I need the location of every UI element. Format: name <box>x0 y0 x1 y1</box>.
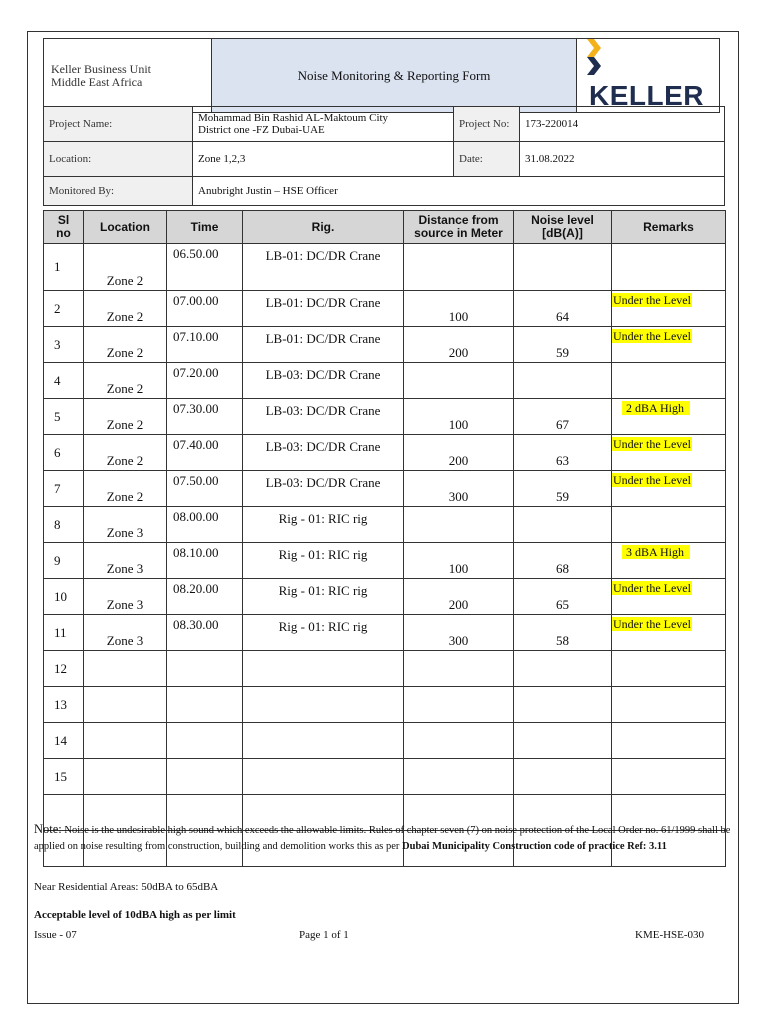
cell-sl-no: 6 <box>44 435 84 471</box>
cell-remarks <box>612 363 726 399</box>
monitored-by-label: Monitored By: <box>44 177 193 206</box>
cell-location: Zone 3 <box>84 507 167 543</box>
table-row <box>44 543 726 579</box>
cell-remarks <box>612 687 726 723</box>
cell-noise-level <box>514 363 612 399</box>
table-row <box>44 363 726 399</box>
cell-remarks <box>612 579 726 615</box>
cell-distance: 100 <box>404 399 514 435</box>
cell-location: Zone 2 <box>84 399 167 435</box>
cell-distance <box>404 507 514 543</box>
keller-logo <box>577 39 720 113</box>
note-text: Noise is the undesirable high sound which exceeds the allowable limits. Rules of chapter seven (7) on noise protection of the Local Order no. 61/1999 shall be applied on noise resulting from construction, building and demolition works this as per <box>34 825 731 852</box>
cell-time: 07.30.00 <box>167 399 243 435</box>
cell-remarks <box>612 435 726 471</box>
cell-distance: 200 <box>404 435 514 471</box>
cell-time <box>167 759 243 795</box>
cell-location: Zone 2 <box>84 471 167 507</box>
logo-wordmark: KELLER <box>589 80 704 111</box>
cell-time <box>167 651 243 687</box>
cell-noise-level: 64 <box>514 291 612 327</box>
cell-remarks <box>612 759 726 795</box>
cell-noise-level: 67 <box>514 399 612 435</box>
remark-highlight: Under the Level <box>613 293 691 307</box>
cell-distance <box>404 723 514 759</box>
cell-time <box>167 687 243 723</box>
cell-sl-no: 10 <box>44 579 84 615</box>
table-row <box>44 615 726 651</box>
table-row <box>44 687 726 723</box>
cell-sl-no: 13 <box>44 687 84 723</box>
cell-noise-level <box>514 651 612 687</box>
remark-highlight: Under the Level <box>613 473 691 487</box>
location-value: Zone 1,2,3 <box>193 142 454 177</box>
remark-highlight: Under the Level <box>613 437 691 451</box>
cell-location: Zone 3 <box>84 579 167 615</box>
col-header-distance: Distance from source in Meter <box>404 211 514 244</box>
cell-distance <box>404 363 514 399</box>
cell-remarks <box>612 291 726 327</box>
table-row <box>44 435 726 471</box>
table-row <box>44 471 726 507</box>
cell-time: 06.50.00 <box>167 244 243 291</box>
form-page <box>27 31 739 1004</box>
cell-noise-level <box>514 687 612 723</box>
project-no-value: 173-220014 <box>520 107 725 142</box>
cell-rig: LB-03: DC/DR Crane <box>243 399 404 435</box>
unit-line-1: Keller Business Unit <box>51 61 151 76</box>
acceptable-level-note: Acceptable level of 10dBA high as per limit <box>34 909 236 921</box>
table-row <box>44 399 726 435</box>
cell-distance: 200 <box>404 579 514 615</box>
cell-remarks <box>612 507 726 543</box>
cell-remarks <box>612 543 726 579</box>
date-value: 31.08.2022 <box>520 142 725 177</box>
cell-distance <box>404 759 514 795</box>
cell-sl-no: 4 <box>44 363 84 399</box>
project-name-value <box>193 107 454 142</box>
cell-rig: LB-03: DC/DR Crane <box>243 435 404 471</box>
cell-remarks <box>612 244 726 291</box>
cell-sl-no: 15 <box>44 759 84 795</box>
cell-rig <box>243 651 404 687</box>
note-reference: Dubai Municipality Construction code of practice Ref: 3.11 <box>402 841 667 852</box>
cell-sl-no: 11 <box>44 615 84 651</box>
cell-noise-level: 65 <box>514 579 612 615</box>
project-no-label: Project No: <box>454 107 520 142</box>
cell-distance: 100 <box>404 543 514 579</box>
keller-chevron-logo-icon <box>585 39 603 80</box>
noise-data-table <box>43 210 726 867</box>
cell-noise-level: 59 <box>514 471 612 507</box>
cell-rig: LB-03: DC/DR Crane <box>243 363 404 399</box>
cell-rig: LB-01: DC/DR Crane <box>243 244 404 291</box>
cell-noise-level <box>514 759 612 795</box>
remark-highlight: 3 dBA High <box>622 545 690 559</box>
table-row <box>44 759 726 795</box>
cell-remarks <box>612 615 726 651</box>
cell-rig: Rig - 01: RIC rig <box>243 543 404 579</box>
cell-rig: LB-01: DC/DR Crane <box>243 291 404 327</box>
cell-rig: LB-01: DC/DR Crane <box>243 327 404 363</box>
cell-rig: Rig - 01: RIC rig <box>243 615 404 651</box>
cell-remarks <box>612 471 726 507</box>
cell-sl-no: 9 <box>44 543 84 579</box>
form-header <box>43 38 720 113</box>
note-paragraph <box>34 821 734 855</box>
cell-distance <box>404 651 514 687</box>
near-residential-note: Near Residential Areas: 50dBA to 65dBA <box>34 881 219 893</box>
cell-time: 07.20.00 <box>167 363 243 399</box>
project-name-label: Project Name: <box>44 107 193 142</box>
cell-time: 07.10.00 <box>167 327 243 363</box>
cell-sl-no: 5 <box>44 399 84 435</box>
cell-time: 08.30.00 <box>167 615 243 651</box>
project-name-line-1: Mohammad Bin Rashid AL-Maktoum City <box>198 112 389 124</box>
cell-location: Zone 3 <box>84 615 167 651</box>
footer-page-number: Page 1 of 1 <box>299 929 349 941</box>
cell-location: Zone 2 <box>84 435 167 471</box>
cell-noise-level: 63 <box>514 435 612 471</box>
col-header-sl-no: Sl no <box>44 211 84 244</box>
cell-time: 07.50.00 <box>167 471 243 507</box>
business-unit <box>44 39 212 113</box>
cell-noise-level: 68 <box>514 543 612 579</box>
cell-time <box>167 723 243 759</box>
table-row <box>44 723 726 759</box>
cell-location: Zone 2 <box>84 291 167 327</box>
cell-rig: Rig - 01: RIC rig <box>243 579 404 615</box>
col-header-time: Time <box>167 211 243 244</box>
cell-distance: 100 <box>404 291 514 327</box>
remark-highlight: 2 dBA High <box>622 401 690 415</box>
cell-rig: LB-03: DC/DR Crane <box>243 471 404 507</box>
cell-location <box>84 759 167 795</box>
col-header-rig: Rig. <box>243 211 404 244</box>
remark-highlight: Under the Level <box>613 617 691 631</box>
cell-location <box>84 651 167 687</box>
date-label: Date: <box>454 142 520 177</box>
cell-sl-no: 12 <box>44 651 84 687</box>
project-info-table <box>43 106 725 206</box>
cell-distance: 200 <box>404 327 514 363</box>
cell-rig <box>243 759 404 795</box>
cell-time: 08.20.00 <box>167 579 243 615</box>
cell-distance <box>404 687 514 723</box>
cell-location: Zone 3 <box>84 543 167 579</box>
cell-sl-no: 7 <box>44 471 84 507</box>
note-lead: Note: <box>34 822 62 836</box>
cell-noise-level <box>514 507 612 543</box>
monitored-by-value: Anubright Justin – HSE Officer <box>193 177 725 206</box>
cell-sl-no: 3 <box>44 327 84 363</box>
footer-issue: Issue - 07 <box>34 929 77 941</box>
cell-rig <box>243 687 404 723</box>
table-row <box>44 244 726 291</box>
col-header-noise-level: Noise level [dB(A)] <box>514 211 612 244</box>
table-row <box>44 507 726 543</box>
cell-remarks <box>612 723 726 759</box>
cell-distance: 300 <box>404 471 514 507</box>
cell-noise-level <box>514 723 612 759</box>
table-row <box>44 579 726 615</box>
location-label: Location: <box>44 142 193 177</box>
table-row <box>44 291 726 327</box>
cell-remarks <box>612 651 726 687</box>
cell-noise-level: 58 <box>514 615 612 651</box>
cell-location: Zone 2 <box>84 327 167 363</box>
remark-highlight: Under the Level <box>613 329 691 343</box>
cell-sl-no: 14 <box>44 723 84 759</box>
cell-location: Zone 2 <box>84 244 167 291</box>
form-title: Noise Monitoring & Reporting Form <box>212 39 577 113</box>
cell-distance: 300 <box>404 615 514 651</box>
col-header-remarks: Remarks <box>612 211 726 244</box>
cell-time: 07.00.00 <box>167 291 243 327</box>
col-header-location: Location <box>84 211 167 244</box>
cell-remarks <box>612 327 726 363</box>
cell-location: Zone 2 <box>84 363 167 399</box>
remark-highlight: Under the Level <box>613 581 691 595</box>
cell-remarks <box>612 399 726 435</box>
table-row <box>44 327 726 363</box>
cell-time: 08.10.00 <box>167 543 243 579</box>
cell-rig <box>243 723 404 759</box>
cell-sl-no: 1 <box>44 244 84 291</box>
project-name-line-2: District one -FZ Dubai-UAE <box>198 124 325 136</box>
cell-location <box>84 687 167 723</box>
cell-location <box>84 723 167 759</box>
cell-noise-level: 59 <box>514 327 612 363</box>
unit-line-2: Middle East Africa <box>51 74 143 89</box>
cell-sl-no: 2 <box>44 291 84 327</box>
cell-time: 08.00.00 <box>167 507 243 543</box>
table-header-row <box>44 211 726 244</box>
cell-distance <box>404 244 514 291</box>
cell-time: 07.40.00 <box>167 435 243 471</box>
cell-noise-level <box>514 244 612 291</box>
table-row <box>44 651 726 687</box>
footer-doc-code: KME-HSE-030 <box>635 929 705 941</box>
cell-rig: Rig - 01: RIC rig <box>243 507 404 543</box>
cell-sl-no: 8 <box>44 507 84 543</box>
